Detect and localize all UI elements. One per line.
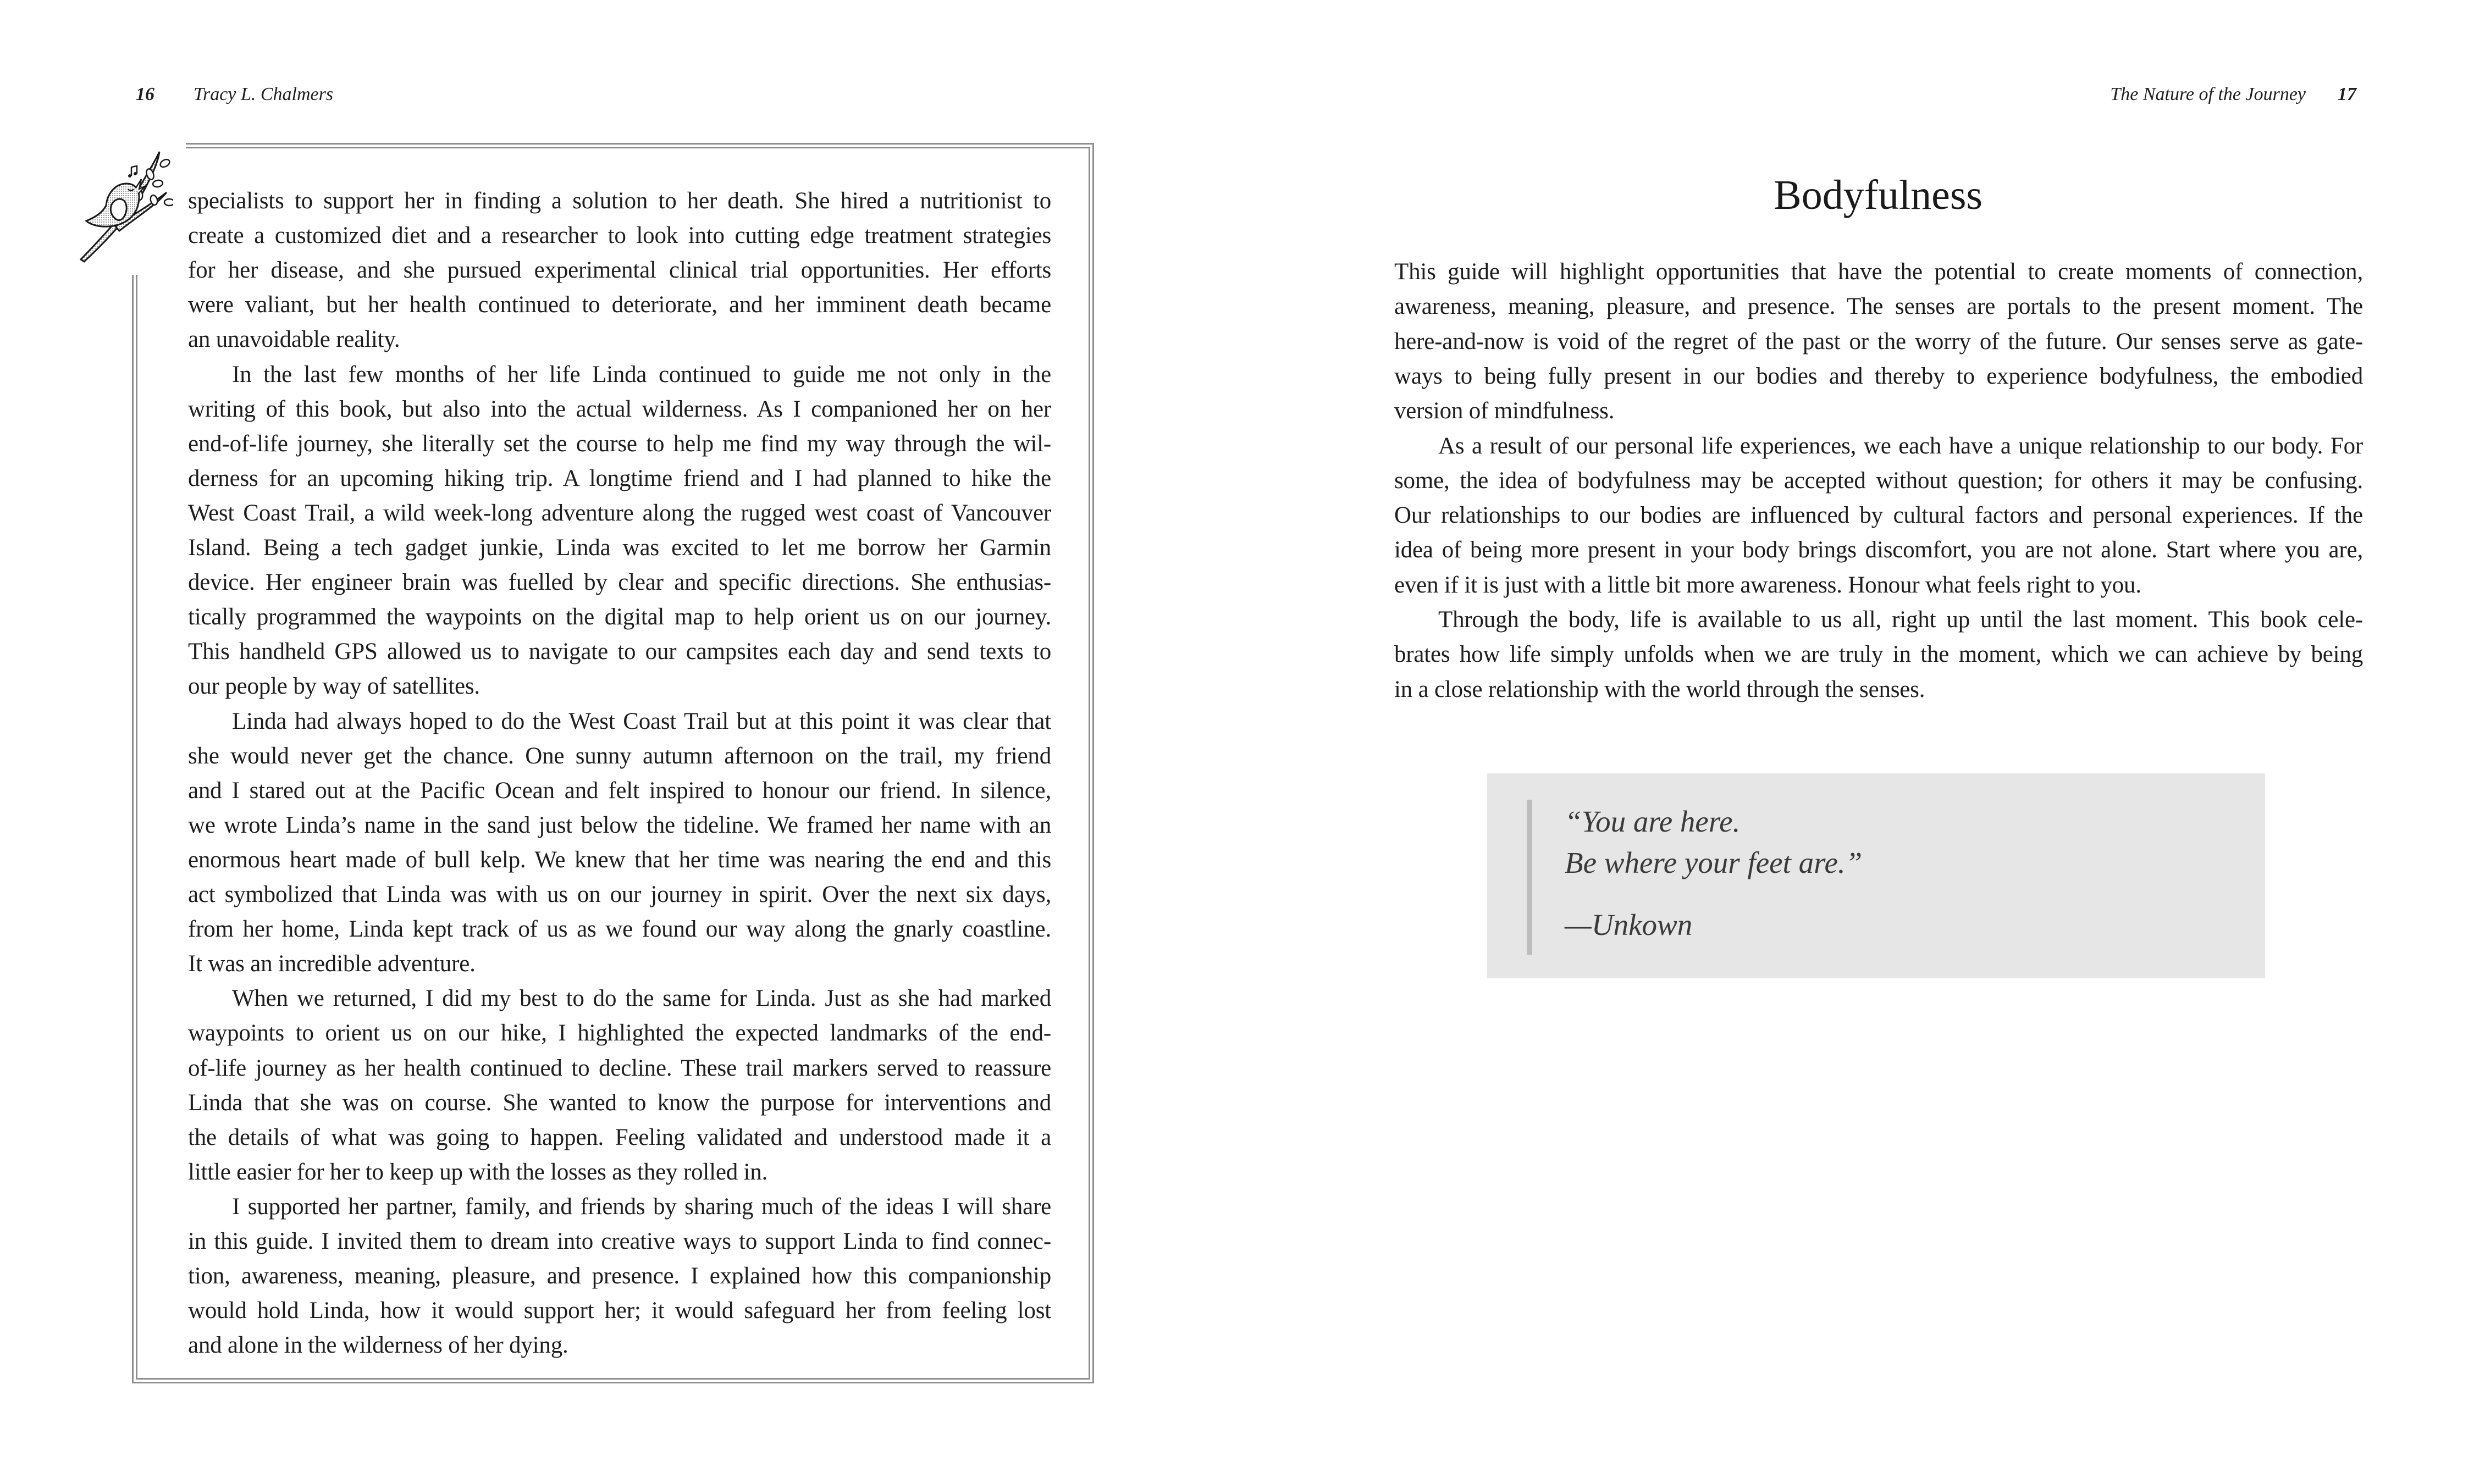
chapter-title: Bodyfulness	[1774, 172, 1982, 218]
text-line: tically programmed the waypoints on the digital map to help orient us on our journey.	[188, 604, 1051, 630]
text-line: act symbolized that Linda was with us on our journey in spirit. Over the next six days,	[188, 882, 1051, 907]
left-running-head: Tracy L. Chalmers	[194, 84, 334, 104]
text-line: Linda that she was on course. She wanted to know the purpose for interventions and	[188, 1089, 1051, 1116]
text-line: Through the body, life is available to us all, right up until the last moment. This book cele-	[1438, 607, 2363, 633]
text-line: derness for an upcoming hiking trip. A longtime friend and I had planned to hike the	[188, 465, 1051, 491]
text-line: here-and-now is void of the regret of the past or the worry of the future. Our senses serve as gate-	[1394, 328, 2363, 355]
quote-attribution: —Unkown	[1565, 908, 1693, 942]
text-line: I supported her partner, family, and friends by sharing much of the ideas I will share	[232, 1193, 1051, 1220]
text-line: waypoints to orient us on our hike, I highlighted the expected landmarks of the end-	[188, 1020, 1051, 1046]
right-page-number: 17	[2338, 84, 2356, 104]
text-line: from her home, Linda kept track of us as we found our way along the gnarly coastline.	[188, 916, 1051, 943]
text-line: would hold Linda, how it would support her; it would safeguard her from feeling lost	[188, 1298, 1051, 1324]
text-line: in a close relationship with the world through the senses.	[1394, 676, 1925, 702]
quote-line-2: Be where your feet are.”	[1565, 846, 1863, 879]
text-line: we wrote Linda’s name in the sand just below the tideline. We framed her name with an	[188, 812, 1051, 838]
text-line: and I stared out at the Pacific Ocean and felt inspired to honour our friend. In silence,	[188, 777, 1051, 804]
text-line: of-life journey as her health continued to decline. These trail markers served to reassure	[188, 1055, 1051, 1081]
text-line: writing of this book, but also into the actual wilderness. As I companioned her on her	[188, 396, 1051, 422]
text-line: an unavoidable reality.	[188, 326, 400, 353]
text-line: the details of what was going to happen. Feeling validated and understood made it a	[188, 1124, 1051, 1150]
text-line: end-of-life journey, she literally set the course to help me find my way through the wil-	[188, 430, 1051, 457]
text-line: Our relationships to our bodies are influenced by cultural factors and personal experiences. If the	[1394, 502, 2363, 529]
text-line: little easier for her to keep up with the losses as they rolled in.	[188, 1159, 768, 1185]
text-line: Linda had always hoped to do the West Coast Trail but at this point it was clear that	[232, 708, 1051, 734]
right-running-head: The Nature of the Journey	[2110, 84, 2306, 104]
text-line: West Coast Trail, a wild week-long adventure along the rugged west coast of Vancouver	[188, 500, 1051, 526]
text-line: This handheld GPS allowed us to navigate to our campsites each day and send texts to	[188, 639, 1051, 665]
text-line: our people by way of satellites.	[188, 673, 480, 700]
text-line: device. Her engineer brain was fuelled by clear and specific directions. She enthusias-	[188, 569, 1051, 596]
text-line: tion, awareness, meaning, pleasure, and presence. I explained how this companionship	[188, 1263, 1051, 1289]
text-line: This guide will highlight opportunities that have the potential to create moments of connection,	[1394, 259, 2363, 285]
text-line: enormous heart made of bull kelp. We knew that her time was nearing the end and this	[188, 846, 1051, 873]
text-line: brates how life simply unfolds when we are truly in the moment, which we can achieve by being	[1394, 641, 2363, 668]
quote-bar	[1527, 800, 1532, 955]
text-line: and alone in the wilderness of her dying.	[188, 1332, 568, 1359]
text-line: version of mindfulness.	[1394, 398, 1615, 424]
text-line: some, the idea of bodyfulness may be accepted without question; for others it may be confusing.	[1394, 467, 2363, 494]
text-line: were valiant, but her health continued to deteriorate, and her imminent death became	[188, 292, 1051, 318]
text-line: create a customized diet and a researcher to look into cutting edge treatment strategies	[188, 223, 1051, 249]
text-line: even if it is just with a little bit more awareness. Honour what feels right to you.	[1394, 572, 2141, 598]
text-line: specialists to support her in finding a solution to her death. She hired a nutritionist to	[188, 188, 1051, 214]
text-line: she would never get the chance. One sunny autumn afternoon on the trail, my friend	[188, 743, 1051, 769]
text-line: Island. Being a tech gadget junkie, Linda was excited to let me borrow her Garmin	[188, 535, 1051, 561]
quote-line-1: “You are here.	[1565, 805, 1741, 838]
text-line: for her disease, and she pursued experimental clinical trial opportunities. Her efforts	[188, 257, 1051, 284]
text-line: As a result of our personal life experiences, we each have a unique relationship to our body. For	[1438, 433, 2363, 459]
text-line: ways to being fully present in our bodies and thereby to experience bodyfulness, the embodied	[1394, 363, 2363, 389]
bird-on-branch-icon	[74, 144, 173, 265]
text-line: It was an incredible adventure.	[188, 951, 476, 977]
text-line: in this guide. I invited them to dream into creative ways to support Linda to find connec-	[188, 1228, 1051, 1254]
text-line: awareness, meaning, pleasure, and presence. The senses are portals to the present moment. The	[1394, 294, 2363, 320]
text-line: When we returned, I did my best to do the same for Linda. Just as she had marked	[232, 985, 1051, 1012]
text-line: idea of being more present in your body brings discomfort, you are not alone. Start where you are,	[1394, 537, 2363, 563]
text-line: In the last few months of her life Linda continued to guide me not only in the	[232, 361, 1051, 387]
left-page-number: 16	[136, 84, 154, 104]
